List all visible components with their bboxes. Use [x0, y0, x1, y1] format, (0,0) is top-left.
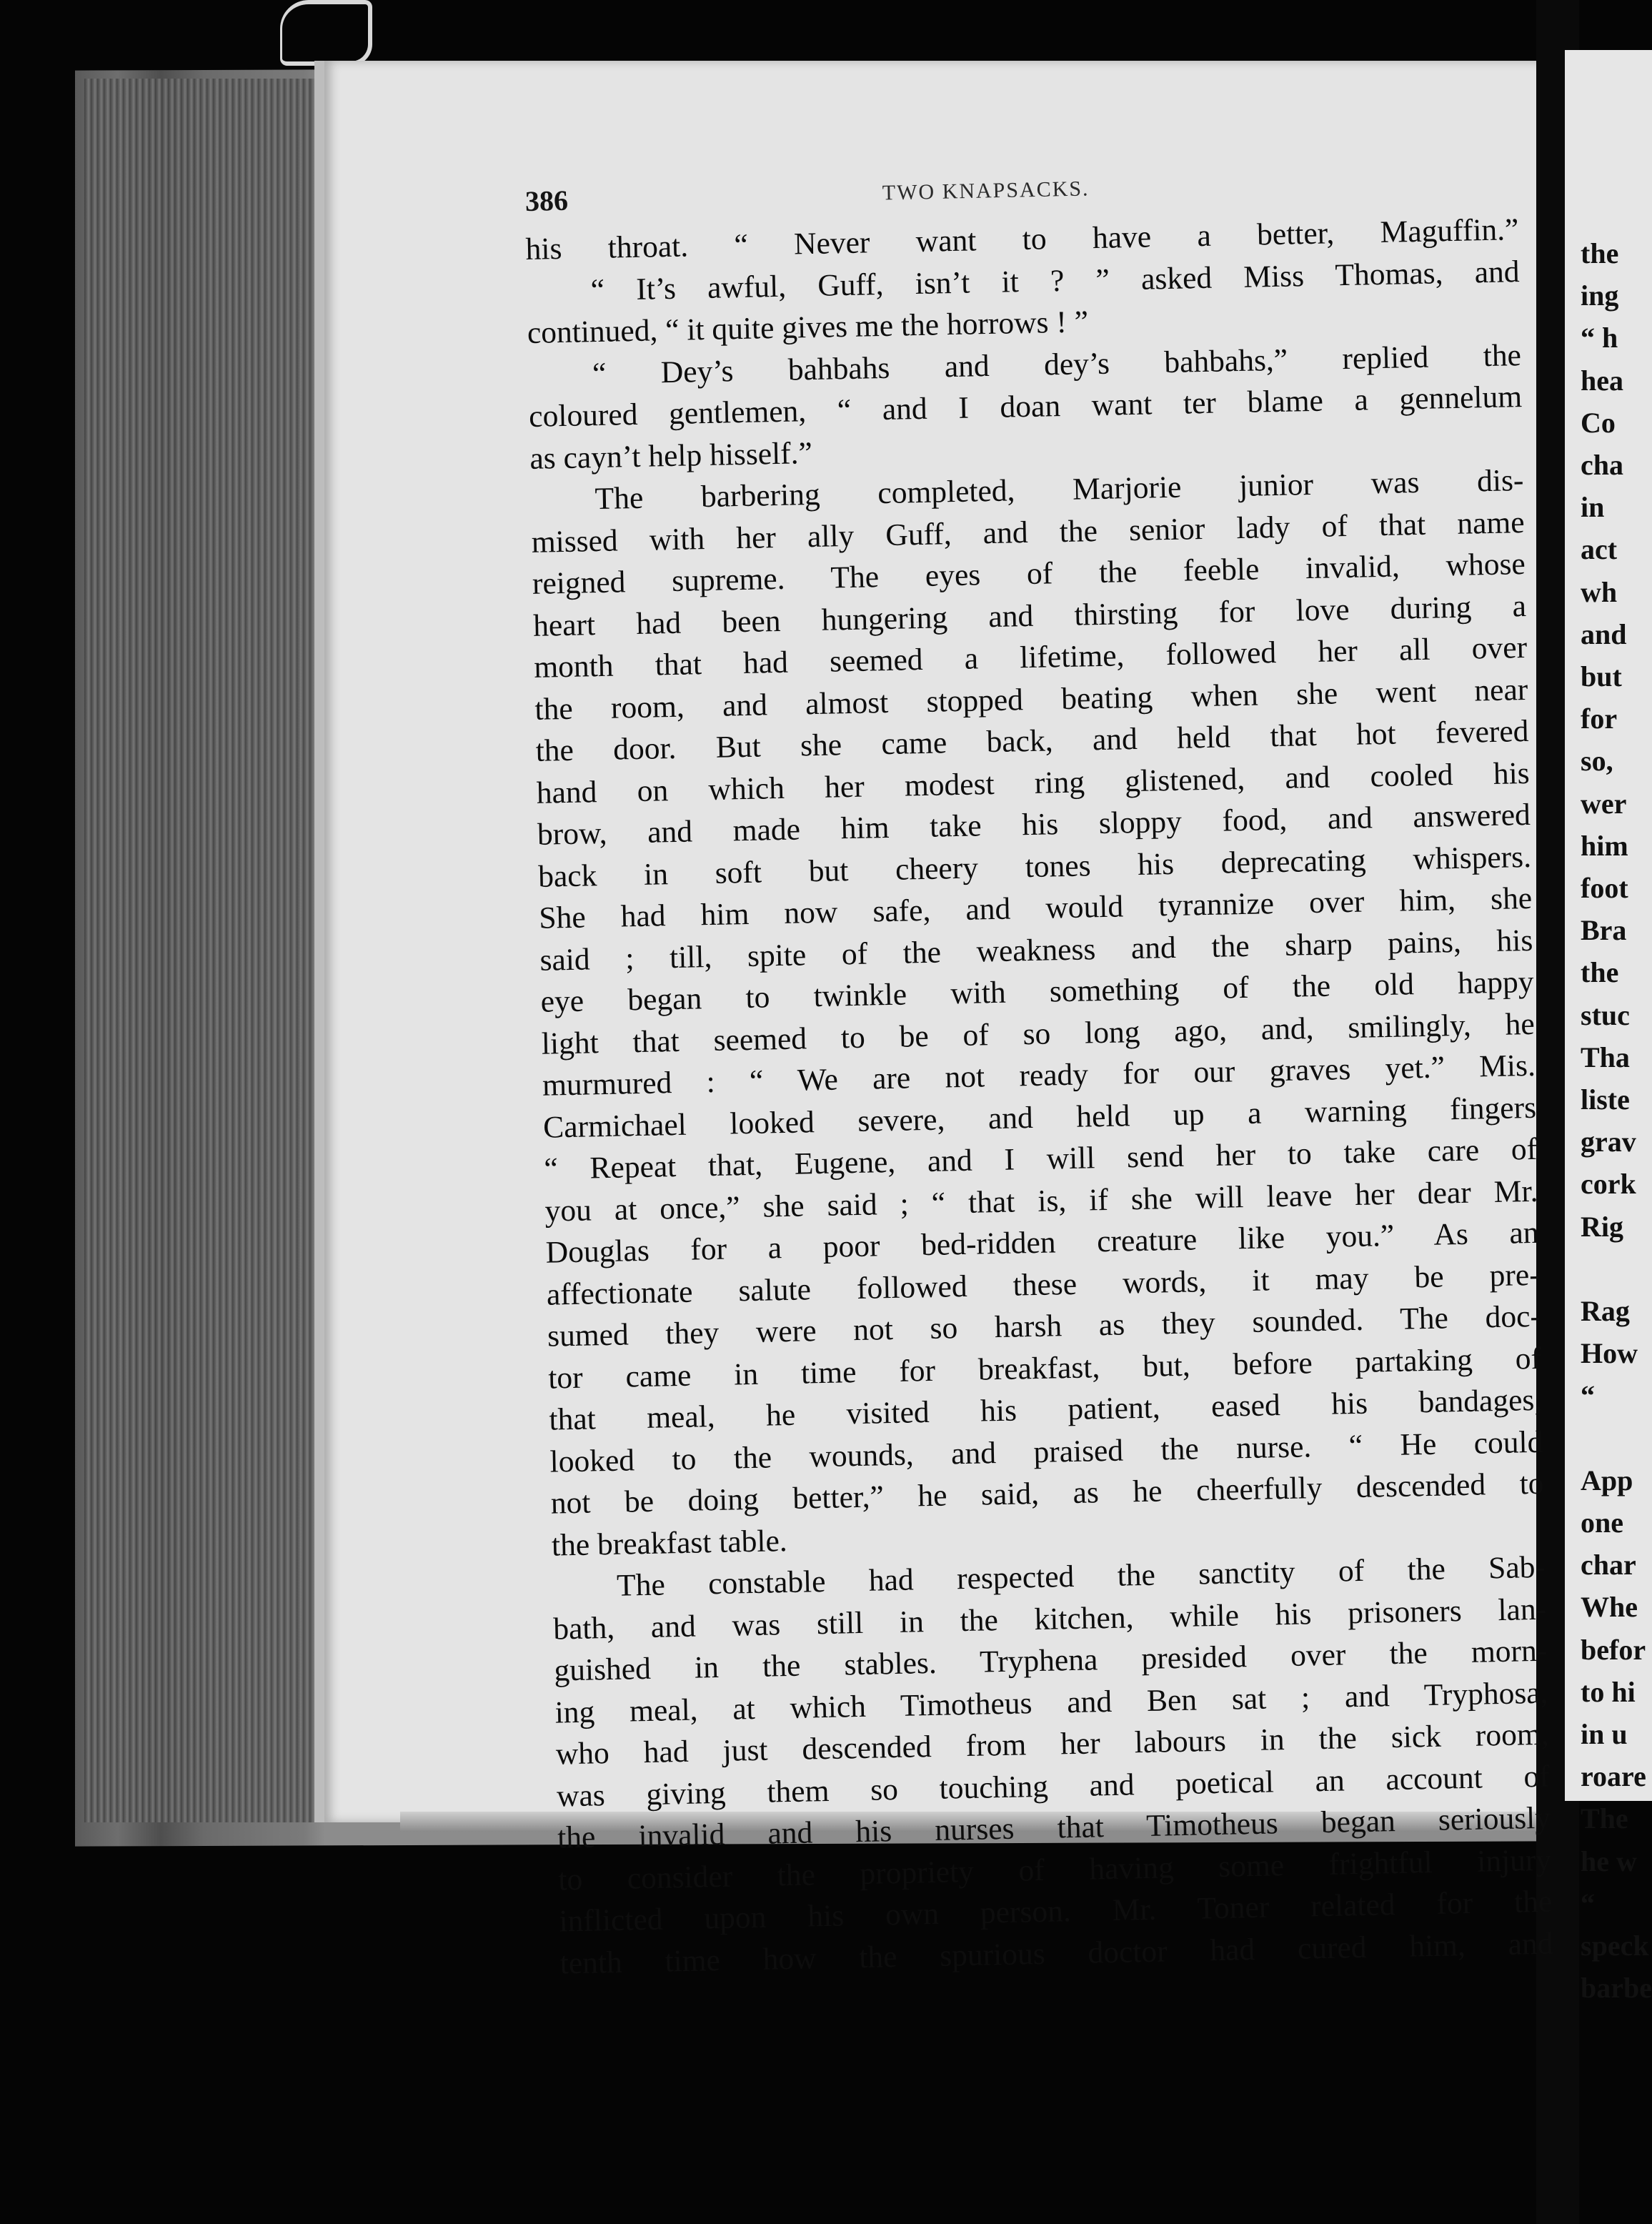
text-line: said ; till, spite of the weakness and the sharp pains, his [539, 923, 1533, 978]
text-line: light that seemed to be of so long ago, and, smilingly, he [541, 1006, 1536, 1061]
facing-page-fragment: the [1581, 237, 1619, 269]
facing-page-fragment: to hi [1581, 1675, 1636, 1708]
text-line: affectionate salute followed these words, it may be pre- [546, 1257, 1541, 1312]
text-line: ing meal, at which Timotheus and Ben sat ; and Tryphosa, [554, 1675, 1548, 1730]
text-line: sumed they were not so harsh as they sounded. The doc- [547, 1299, 1541, 1354]
facing-page-fragment: App [1581, 1464, 1633, 1496]
text-line: inflicted upon his own person. Mr. Toner related for the [559, 1884, 1553, 1939]
text-line: reigned supreme. The eyes of the feeble invalid, whose [532, 547, 1526, 601]
text-line: guished in the stables. Tryphena presided over the morn- [554, 1633, 1548, 1688]
text-line: brow, and made him take his sloppy food, and answered [537, 797, 1531, 852]
text-line: “ It’s awful, Guff, isn’t it ? ” asked Miss Thomas, and [590, 254, 1520, 307]
text-line: coloured gentlemen, “ and I doan want ter blame a gennelum [528, 379, 1523, 434]
facing-page-fragment: but [1581, 660, 1622, 692]
facing-page-fragment: he w [1581, 1845, 1637, 1877]
facing-page-fragment: How [1581, 1337, 1638, 1370]
text-line: not be doing better,” he said, as he cheerfully descended to [550, 1466, 1545, 1521]
facing-page-fragment: “ [1581, 1887, 1595, 1920]
facing-page-fragment: so, [1581, 745, 1613, 778]
text-line: Carmichael looked severe, and held up a warning fingers [542, 1090, 1537, 1145]
text-line: missed with her ally Guff, and the senior lady of that name [531, 505, 1526, 560]
facing-page-fragment: foot [1581, 872, 1628, 904]
text-line: his throat. “ Never want to have a better, Maguffin.” [525, 212, 1519, 267]
text-line: the room, and almost stopped beating when she went near [534, 672, 1528, 727]
text-line: who had just descended from her labours in the sick room, [555, 1717, 1550, 1772]
facing-page-fragment: barbe [1581, 1972, 1652, 2005]
text-line: back in soft but cheery tones his deprecating whispers. [537, 839, 1532, 894]
text-line: tor came in time for breakfast, but, before partaking of [547, 1341, 1542, 1396]
facing-page-fragment: for [1581, 703, 1618, 735]
text-line: the invalid and his nurses that Timotheus began seriously [557, 1800, 1551, 1855]
facing-page-fragment: one [1581, 1506, 1623, 1539]
facing-page-fragment: Whe [1581, 1591, 1638, 1624]
text-line: The constable had respected the sanctity of the Sab- [616, 1549, 1546, 1603]
text-line: was giving them so touching and poetical an account of [556, 1759, 1551, 1814]
facing-page-fragment: speck [1581, 1930, 1649, 1962]
facing-page-fragment: and [1581, 617, 1627, 650]
page-edges [84, 79, 320, 1822]
facing-page-fragment: hea [1581, 364, 1623, 397]
facing-page-fragment: Rig [1581, 1210, 1623, 1243]
text-line: The barbering completed, Marjorie junior was dis- [594, 463, 1524, 517]
text-line: the door. But she came back, and held that hot fevered [535, 713, 1529, 768]
text-line: as cayn’t help hisself.” [529, 435, 813, 476]
facing-page-fragment: Co [1581, 406, 1616, 439]
text-line: you at once,” she said ; “ that is, if she will leave her dear Mr. [544, 1173, 1538, 1228]
text-line: heart had been hungering and thirsting for love during a [532, 588, 1527, 643]
text-line: the breakfast table. [551, 1523, 788, 1563]
text-line: She had him now safe, and would tyrannize over him, she [538, 880, 1533, 935]
text-line: hand on which her modest ring glistened, and cooled his [536, 755, 1531, 810]
text-line: “ Dey’s bahbahs and dey’s bahbahs,” replied the [592, 337, 1522, 391]
facing-page-fragment: “ h [1581, 322, 1618, 354]
facing-page-fragment: in [1581, 491, 1605, 524]
facing-page-fragment: liste [1581, 1083, 1630, 1116]
body-text [525, 209, 1553, 1984]
facing-page-fragment: in u [1581, 1718, 1628, 1750]
text-line: looked to the wounds, and praised the nurse. “ He could [549, 1424, 1543, 1479]
text-line: continued, “ it quite gives me the horrows ! ” [527, 304, 1089, 350]
facing-page-fragment: act [1581, 533, 1618, 566]
facing-page-fragment: roare [1581, 1760, 1646, 1793]
text-line: that meal, he visited his patient, eased his bandages, [548, 1382, 1543, 1437]
page-number: 386 [524, 184, 569, 217]
text-line: bath, and was still in the kitchen, while his prisoners lan- [552, 1592, 1547, 1647]
facing-page-fragment: cha [1581, 449, 1623, 481]
facing-page-fragment: Tha [1581, 1041, 1630, 1073]
text-line: eye began to twinkle with something of the old happy [540, 964, 1534, 1019]
facing-page-fragment: wer [1581, 787, 1627, 820]
facing-page-fragment: char [1581, 1549, 1636, 1582]
text-line: month that had seemed a lifetime, followed her all over [533, 630, 1528, 685]
text-line: “ Repeat that, Eugene, and I will send her to take care of [543, 1131, 1538, 1186]
scan-corner-mark [280, 0, 372, 66]
facing-page-fragment: Bra [1581, 914, 1627, 947]
facing-page-fragment: the [1581, 956, 1619, 989]
facing-page-fragment: stuc [1581, 998, 1630, 1031]
text-line: tenth time how the spurious doctor had cured him, and [559, 1926, 1553, 1981]
text-line: Douglas for a poor bed-ridden creature like you.” As an [545, 1215, 1539, 1270]
facing-page-fragment: “ [1581, 1379, 1595, 1412]
facing-page-fragment: ing [1581, 279, 1619, 312]
facing-page-fragment: befor [1581, 1633, 1646, 1666]
text-line: to consider the propriety of having some frightful injury [557, 1842, 1552, 1897]
facing-page-fragment: grav [1581, 1126, 1636, 1158]
facing-page-fragment: cork [1581, 1168, 1636, 1201]
facing-page-fragment: him [1581, 829, 1628, 862]
running-head: TWO KNAPSACKS. [882, 177, 1090, 205]
facing-page-fragment: Rag [1581, 1295, 1630, 1327]
facing-page-fragment: The [1581, 1802, 1628, 1835]
text-line: murmured : “ We are not ready for our graves yet.” Mis. [542, 1048, 1536, 1103]
facing-page-fragment: wh [1581, 575, 1618, 608]
